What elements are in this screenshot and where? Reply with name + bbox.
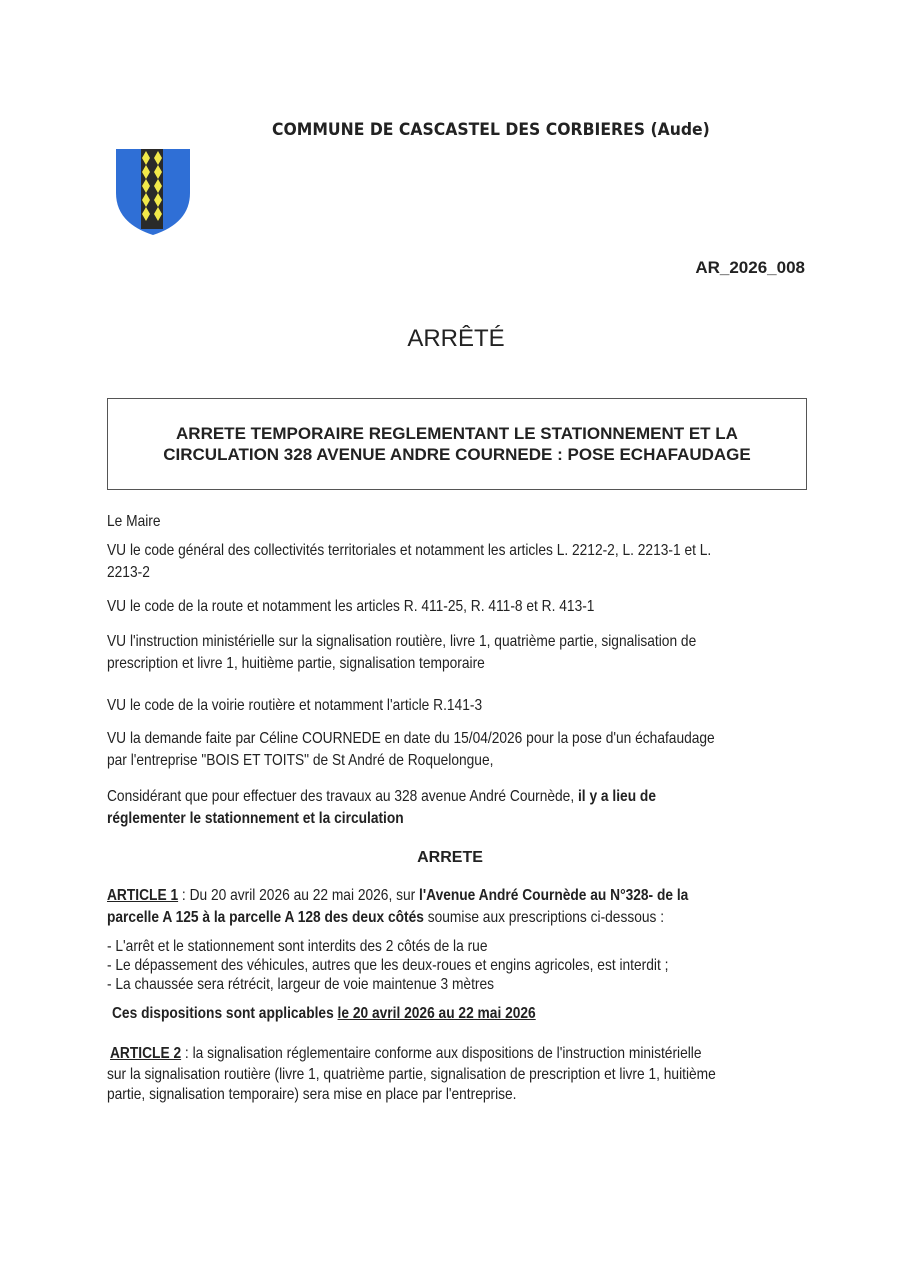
vu5-line-1: VU la demande faite par Céline COURNEDE en date du 15/04/2026 pour la pose d'un échafaudage <box>107 730 715 747</box>
article2-line-2: sur la signalisation routière (livre 1, quatrième partie, signalisation de prescription et livre 1, huitième <box>107 1066 716 1083</box>
vu3-line-1: VU l'instruction ministérielle sur la signalisation routière, livre 1, quatrième partie, signalisation de <box>107 633 697 650</box>
considerant-text: Considérant que pour effectuer des travaux au 328 avenue André Cournède, <box>107 788 578 805</box>
article2-label: ARTICLE 2 <box>110 1045 182 1062</box>
vu1-line-2: 2213-2 <box>107 564 150 581</box>
subject-line-1: ARRETE TEMPORAIRE REGLEMENTANT LE STATIONNEMENT ET LA <box>176 424 738 443</box>
article1-text: : Du 20 avril 2026 au 22 mai 2026, sur <box>178 887 420 904</box>
vu3-line-2: prescription et livre 1, huitième partie, signalisation temporaire <box>107 655 485 672</box>
vu4: VU le code de la voirie routière et notamment l'article R.141-3 <box>107 697 483 714</box>
commune-crest-logo <box>115 148 191 236</box>
subject-line-2: CIRCULATION 328 AVENUE ANDRE COURNEDE : POSE ECHAFAUDAGE <box>163 445 751 464</box>
applicable-text: Ces dispositions sont applicables <box>112 1005 338 1022</box>
vu2: VU le code de la route et notamment les articles R. 411-25, R. 411-8 et R. 413-1 <box>107 598 595 615</box>
article1-bullet: - La chaussée sera rétrécit, largeur de voie maintenue 3 mètres <box>107 976 495 993</box>
commune-name: COMMUNE DE CASCASTEL DES CORBIERES (Aude) <box>272 120 710 140</box>
considerant-bold-1: il y a lieu de <box>577 788 656 805</box>
article1-text-2: soumise aux prescriptions ci-dessous : <box>423 909 665 926</box>
article1-label: ARTICLE 1 <box>107 887 179 904</box>
reference-number: AR_2026_008 <box>695 258 805 277</box>
article1-line-1 <box>107 887 688 905</box>
article1-line-2 <box>107 909 664 927</box>
document-title: ARRÊTÉ <box>407 325 505 352</box>
applicable-dates: le 20 avril 2026 au 22 mai 2026 <box>337 1005 536 1022</box>
applicable-line <box>112 1005 536 1023</box>
arrete-heading: ARRETE <box>417 849 483 866</box>
considerant-bold-2: réglementer le stationnement et la circulation <box>107 810 404 827</box>
article1-bullet: - L'arrêt et le stationnement sont interdits des 2 côtés de la rue <box>107 938 488 955</box>
article1-bold-2: parcelle A 125 à la parcelle A 128 des deux côtés <box>107 909 424 926</box>
article1-bullet: - Le dépassement des véhicules, autres que les deux-roues et engins agricoles, est interdit ; <box>107 957 669 974</box>
le-maire: Le Maire <box>107 513 161 530</box>
vu1-line-1: VU le code général des collectivités territoriales et notamment les articles L. 2212-2, L. 2213-1 et L. <box>107 542 712 559</box>
vu5-line-2: par l'entreprise "BOIS ET TOITS" de St André de Roquelongue, <box>107 752 494 769</box>
article2-line-3: partie, signalisation temporaire) sera mise en place par l'entreprise. <box>107 1086 517 1103</box>
article2-line-1 <box>110 1045 702 1063</box>
considerant-line-1 <box>107 788 656 806</box>
article1-bold: l'Avenue André Cournède au N°328- de la <box>419 887 689 904</box>
subject-box <box>107 398 807 490</box>
article2-text: : la signalisation réglementaire conforme aux dispositions de l'instruction ministérielle <box>181 1045 702 1062</box>
